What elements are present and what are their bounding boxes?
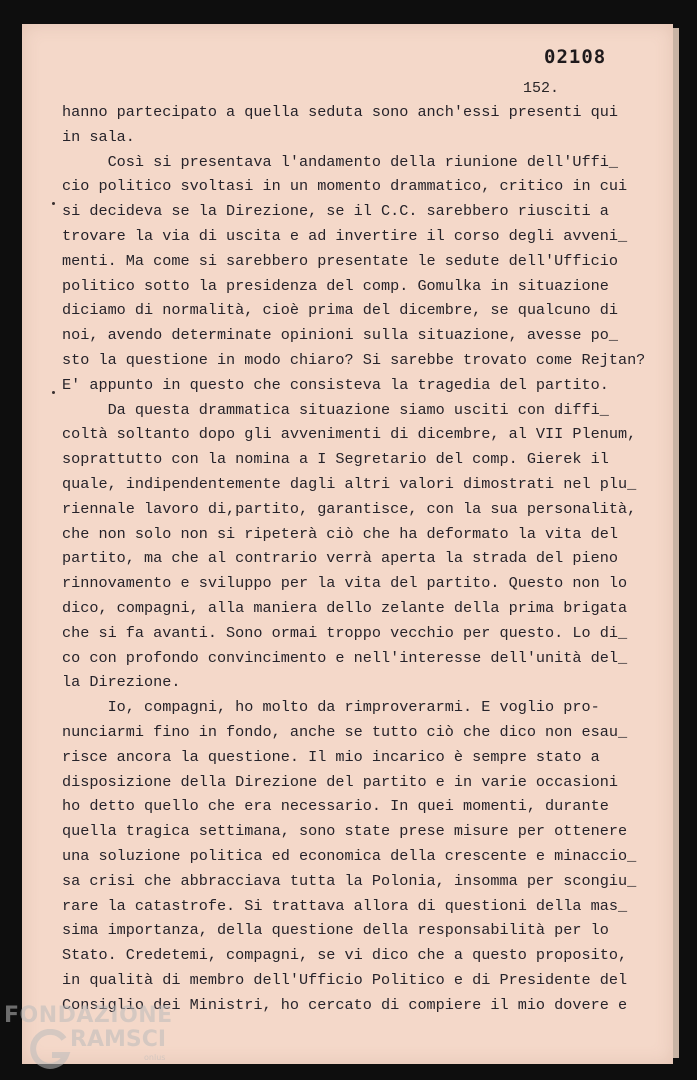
text-line: cio politico svoltasi in un momento drammatico, critico in cui [62,177,628,196]
text-line: quale, indipendentemente dagli altri valori dimostrati nel plu_ [62,474,637,493]
text-line: politico sotto la presidenza del comp. Gomulka in situazione [62,276,609,295]
text-line: una soluzione politica ed economica della crescente e minaccio_ [62,846,637,865]
text-line: trovare la via di uscita e ad invertire il corso degli avveni_ [62,226,628,245]
text-line: si decideva se la Direzione, se il C.C. sarebbero riusciti a [62,202,609,221]
text-line: diciamo di normalità, cioè prima del dicembre, se qualcuno di [62,301,618,320]
text-line: Io, compagni, ho molto da rimproverarmi. E voglio pro- [62,698,600,717]
archive-number: 02108 [544,46,607,68]
text-line: disposizione della Direzione del partito e in varie occasioni [62,772,618,791]
text-line: sa crisi che abbracciava tutta la Polonia, insomma per scongiu_ [62,871,637,890]
text-line: rare la catastrofe. Si trattava allora di questioni della mas_ [62,896,628,915]
text-line: rinnovamento e sviluppo per la vita del partito. Questo non lo [62,574,628,593]
text-line: sima importanza, della questione della responsabilità per lo [62,921,609,940]
text-line: E' appunto in questo che consisteva la tragedia del partito. [62,375,609,394]
text-line: Consiglio dei Ministri, ho cercato di compiere il mio dovere e [62,995,628,1014]
gramsci-logo-icon [28,1029,72,1073]
punch-mark [52,202,55,205]
watermark-small: onlus [144,1053,166,1062]
text-line: quella tragica settimana, sono state prese misure per ottenere [62,822,628,841]
page-number: 152. [523,80,560,97]
text-line: sto la questione in modo chiaro? Si sarebbe trovato come Rejtan? [62,350,646,369]
text-line: la Direzione. [62,673,181,692]
text-line: coltà soltanto dopo gli avvenimenti di dicembre, al VII Plenum, [62,425,637,444]
text-line: Da questa drammatica situazione siamo usciti con diffi_ [62,400,609,419]
text-line: in sala. [62,127,135,146]
text-line: soprattutto con la nomina a I Segretario del comp. Gierek il [62,450,609,469]
text-line: nunciarmi fino in fondo, anche se tutto ciò che dico non esau_ [62,722,628,741]
text-line: riennale lavoro di,partito, garantisce, con la sua personalità, [62,499,637,518]
text-line: hanno partecipato a quella seduta sono anch'essi presenti qui [62,103,618,121]
watermark-line2: RAMSCI [70,1027,167,1052]
text-line: ho detto quello che era necessario. In quei momenti, durante [62,797,609,816]
text-line: che si fa avanti. Sono ormai troppo vecchio per questo. Lo di_ [62,623,628,642]
fondazione-gramsci-watermark [4,1003,184,1077]
punch-mark [52,391,55,394]
text-line: dico, compagni, alla maniera dello zelante della prima brigata [62,598,628,617]
text-line: risce ancora la questione. Il mio incarico è sempre stato a [62,747,600,766]
text-line: menti. Ma come si sarebbero presentate le sedute dell'Ufficio [62,251,618,270]
text-line: noi, avendo determinate opinioni sulla situazione, avesse po_ [62,326,618,345]
watermark-line1: FONDAZIONE [4,1003,173,1028]
typed-text-body [62,100,646,1017]
text-line: Così si presentava l'andamento della riunione dell'Uffi_ [62,152,618,171]
text-line: che non solo non si ripeterà ciò che ha deformato la vita del [62,524,618,543]
page-edge [673,28,679,1058]
text-line: Stato. Credetemi, compagni, se vi dico che a questo proposito, [62,946,628,965]
text-line: in qualità di membro dell'Ufficio Politico e di Presidente del [62,970,628,989]
text-line: partito, ma che al contrario verrà aperta la strada del pieno [62,549,618,568]
text-line: co con profondo convincimento e nell'interesse dell'unità del_ [62,648,628,667]
